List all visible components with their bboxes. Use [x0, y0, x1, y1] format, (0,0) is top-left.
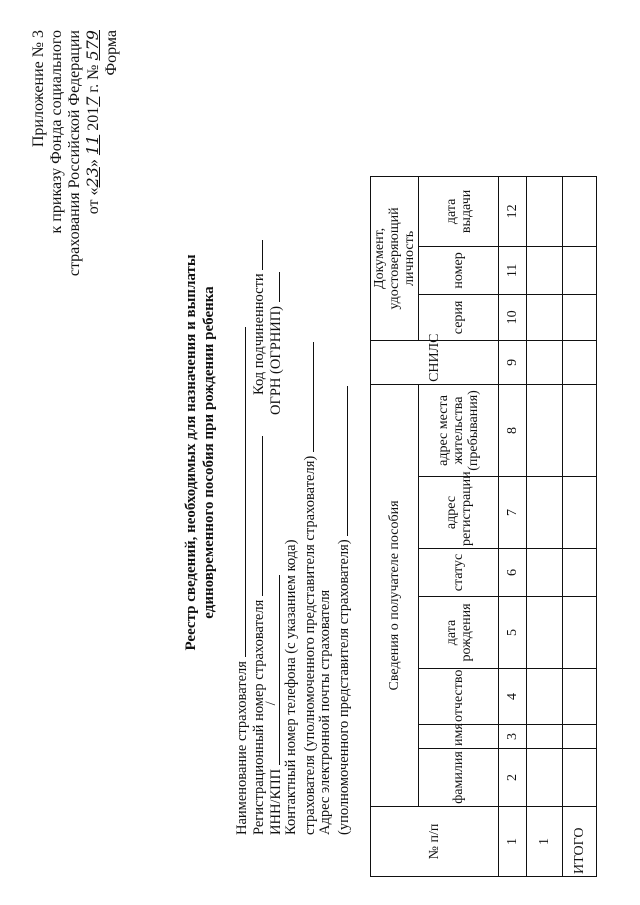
field-phone-sub-label: страхователя (уполномоченного представителя страхователя): [302, 455, 318, 835]
table-cell[interactable]: [527, 384, 563, 476]
field-inn-row: [263, 275, 284, 835]
col-number: 1: [499, 807, 527, 877]
field-name-row: [232, 275, 249, 835]
table-cell[interactable]: [527, 176, 563, 246]
row-number-cell: 1: [527, 807, 563, 877]
table-cell[interactable]: [527, 597, 563, 669]
sub-header-reg-address: адрес регистрации: [419, 477, 499, 549]
table-cell[interactable]: [563, 294, 597, 340]
group-recipient-header: Сведения о получателе пособия: [371, 384, 419, 806]
table-cell[interactable]: [563, 597, 597, 669]
appendix-line-2: к приказу Фонда социального: [48, 30, 65, 234]
table-cell[interactable]: [563, 246, 597, 294]
sub-header-doc-number: номер: [419, 246, 499, 294]
group-doc-header: Документ, удостоверяющий личность: [371, 176, 419, 340]
insurer-fields: [232, 275, 351, 835]
form-label: Форма: [103, 30, 120, 76]
table-cell[interactable]: [527, 246, 563, 294]
table-cell[interactable]: [563, 549, 597, 597]
inn-slash: /: [263, 701, 279, 706]
date-year-digit: 7: [83, 96, 102, 107]
sub-header-residence-address: адрес места жительства (пребывания): [419, 384, 499, 476]
field-name-label: Наименование страхователя: [234, 661, 250, 835]
col-number: 4: [499, 669, 527, 725]
appendix-date: [84, 30, 103, 276]
appendix-line-1: Приложение № 3: [30, 30, 47, 148]
document-title: [182, 0, 218, 905]
col-number: 11: [499, 246, 527, 294]
col-snils-header: СНИЛС: [371, 340, 499, 384]
col-number: 6: [499, 549, 527, 597]
table-cell[interactable]: [527, 549, 563, 597]
table-cell[interactable]: [527, 294, 563, 340]
title-line-1: Реестр сведений, необходимых для назначения и выплаты: [183, 254, 199, 651]
field-email-line[interactable]: [334, 386, 348, 536]
title-line-2: единовременного пособия при рождении ребенка: [201, 286, 217, 619]
table-cell[interactable]: [563, 477, 597, 549]
date-year-prefix: 201: [85, 106, 102, 135]
field-inn-line[interactable]: [263, 575, 280, 765]
col-number: 7: [499, 477, 527, 549]
table-cell[interactable]: [563, 669, 597, 725]
table-cell[interactable]: [563, 340, 597, 384]
col-num-header: № п/п: [371, 807, 499, 877]
field-reg-row: [249, 275, 266, 835]
field-ogrn-line[interactable]: [266, 272, 280, 302]
table-cell[interactable]: [563, 176, 597, 246]
col-number: 10: [499, 294, 527, 340]
table-cell[interactable]: [527, 340, 563, 384]
sub-header-patronymic: отчество: [419, 669, 499, 725]
field-subordination-label: Код подчиненности: [251, 273, 267, 395]
col-number: 3: [499, 725, 527, 749]
table-cell[interactable]: [527, 749, 563, 807]
field-phone-line[interactable]: [300, 342, 314, 452]
field-email-sub-label: (уполномоченного представителя страхователя): [336, 539, 352, 835]
col-number: 9: [499, 340, 527, 384]
date-mid: »: [85, 155, 102, 168]
field-phone-row: [283, 275, 300, 835]
sub-header-name: имя: [419, 725, 499, 749]
field-ogrn-label: ОГРН (ОГРНИП): [268, 305, 284, 415]
sub-header-birthdate: дата рождения: [419, 597, 499, 669]
col-number: 12: [499, 176, 527, 246]
order-number: 579: [83, 30, 102, 61]
field-email-sub-row: [334, 275, 351, 835]
field-reg-label: Регистрационный номер страхователя: [251, 599, 267, 835]
table-cell[interactable]: [527, 725, 563, 749]
field-phone-label: Контактный номер телефона (с указанием кода): [283, 539, 299, 835]
total-label: ИТОГО: [563, 807, 597, 877]
registry-table: [370, 28, 597, 877]
field-email-row: [317, 275, 334, 835]
col-number: 8: [499, 384, 527, 476]
table-cell[interactable]: [527, 669, 563, 725]
table-cell[interactable]: [563, 384, 597, 476]
sub-header-surname: фамилия: [419, 749, 499, 807]
field-inn-label: ИНН/КПП: [268, 768, 284, 835]
col-number: 2: [499, 749, 527, 807]
table-cell[interactable]: [563, 725, 597, 749]
field-reg-line[interactable]: [249, 436, 263, 596]
table-cell[interactable]: [563, 749, 597, 807]
appendix-line-3: страхования Российской Федерации: [66, 30, 83, 277]
order-num-prefix: г. №: [85, 60, 102, 97]
table-cell[interactable]: [527, 477, 563, 549]
field-email-label: Адрес электронной почты страхователя: [317, 589, 333, 835]
date-day: 23: [83, 167, 102, 188]
field-name-line[interactable]: [232, 327, 246, 657]
sub-header-status: статус: [419, 549, 499, 597]
date-month: 11: [83, 134, 102, 156]
col-number: 5: [499, 597, 527, 669]
date-prefix: от «: [85, 187, 102, 215]
appendix-block: [30, 30, 121, 276]
header-row-1: [371, 28, 419, 876]
table-right-blank: [371, 28, 597, 176]
field-phone-sub-row: [300, 275, 317, 835]
field-subordination-line[interactable]: [249, 240, 263, 270]
sub-header-doc-series: серия: [419, 294, 499, 340]
sub-header-doc-issue-date: дата выдачи: [419, 176, 499, 246]
